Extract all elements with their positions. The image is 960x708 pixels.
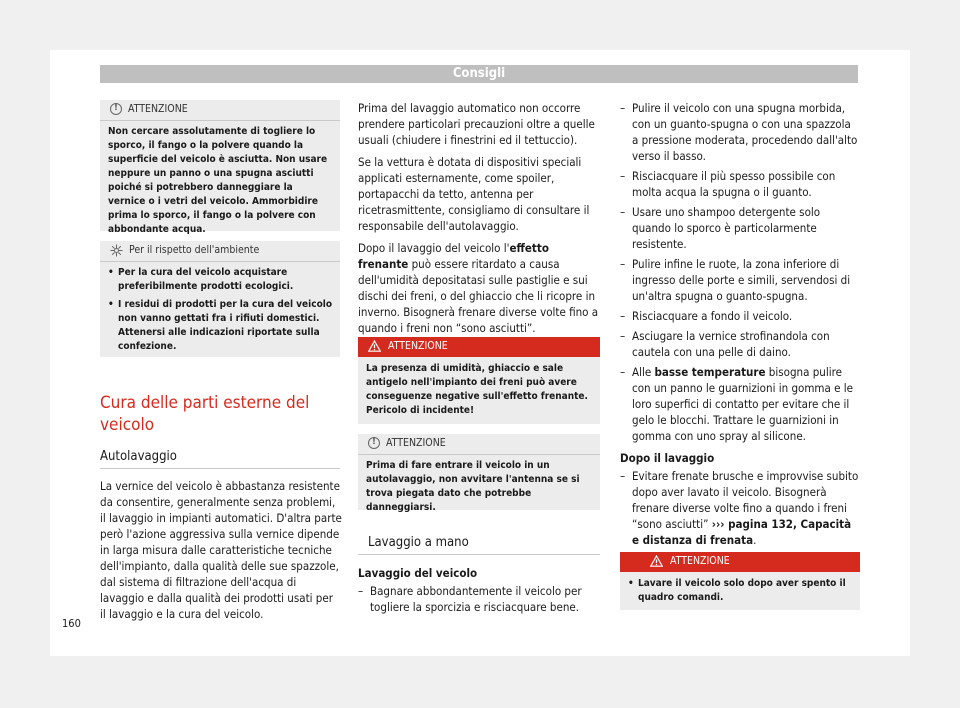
warning-text bbox=[628, 577, 852, 609]
warning-box bbox=[100, 100, 340, 235]
info-icon: ! bbox=[110, 103, 122, 115]
paragraph: Se la vettura è dotata di dispositivi speciali applicati esternamente, come spoiler, portapacchi da tetto, antenna per ricetrasmittente, consigliamo di consultare il responsabile dell'autolavaggio. bbox=[358, 155, 590, 233]
page-number: 160 bbox=[62, 617, 81, 630]
warning-header bbox=[358, 337, 600, 357]
divider bbox=[358, 554, 600, 555]
warning-box-antenna bbox=[358, 434, 600, 513]
environment-list bbox=[108, 266, 332, 358]
list-item: – Pulire infine le ruote, la zona inferiore di ingresso delle porte e simili, servendosi di un'altra spugna o guanto-spugna. bbox=[620, 257, 851, 303]
section-title: Cura delle parti esterne del veicolo bbox=[100, 393, 310, 435]
page-header: Consigli bbox=[100, 65, 858, 83]
warning-triangle-icon bbox=[368, 340, 381, 352]
column-3-steps bbox=[620, 100, 860, 553]
environment-box bbox=[100, 241, 340, 357]
list-item: • Lavare il veicolo solo dopo aver spento il quadro comandi. bbox=[628, 578, 846, 603]
steps-title: Lavaggio del veicolo bbox=[358, 566, 478, 580]
list-item: • I residui di prodotti per la cura del veicolo non vanno gettati fra i rifiuti domestici. Attenersi alle indicazioni riportate sulla confezione. bbox=[108, 299, 333, 352]
list-item: – Risciacquare il più spesso possibile con molta acqua la spugna o il guanto. bbox=[620, 169, 836, 199]
cross-reference-link[interactable]: ››› pagina 132, Capacità e distanza di frenata bbox=[632, 517, 852, 547]
environment-header bbox=[100, 241, 340, 262]
warning-label: ATTENZIONE bbox=[128, 103, 188, 115]
warning-text: Non cercare assolutamente di togliere lo sporco, il fango o la polvere quando la superficie del veicolo è asciutta. Non usare neppure un panno o una spugna asciutti poiché si potrebbero danneggiare la vernice o i vetri del veicolo. Ammorbidire prima lo sporco, il fango o la polvere con abbondante acqua. bbox=[108, 126, 328, 235]
warning-header bbox=[358, 434, 600, 455]
warning-box-brakes bbox=[358, 337, 600, 424]
list-item: – Pulire il veicolo con una spugna morbida, con un guanto-spugna o con una spazzola a pressione moderata, procedendo dall'alto verso il basso. bbox=[620, 101, 858, 163]
warning-label: ATTENZIONE bbox=[388, 340, 448, 352]
warning-label: ATTENZIONE bbox=[670, 555, 730, 567]
lavaggio-steps bbox=[358, 565, 602, 620]
paragraph: Prima del lavaggio automatico non occorre prendere particolari precauzioni oltre a quelle usuali (chiudere i finestrini ed il tettuccio). bbox=[358, 101, 595, 147]
warning-box-quadro bbox=[620, 552, 860, 610]
subsection-title-lavaggio-mano: Lavaggio a mano bbox=[368, 535, 469, 550]
list-item: – Evitare frenate brusche e improvvise subito dopo aver lavato il veicolo. Bisognerà frenare diverse volte fino a quando i freni “sono asciutti” ››› pagina 132, Capacità e distanza di frenata. bbox=[620, 469, 859, 547]
divider bbox=[100, 468, 340, 469]
environment-label: Per il rispetto dell'ambiente bbox=[129, 244, 260, 256]
list-item: – Asciugare la vernice strofinandola con cautela con una pelle di daino. bbox=[620, 329, 830, 359]
list-item: – Usare uno shampoo detergente solo quando lo sporco è particolarmente resistente. bbox=[620, 205, 821, 251]
warning-text: Prima di fare entrare il veicolo in un autolavaggio, non avvitare l'antenna se si trova piegata dato che potrebbe danneggiarsi. bbox=[366, 460, 580, 513]
column-2-text bbox=[358, 100, 602, 336]
list-item: – Alle basse temperature bisogna pulire con un panno le guarnizioni in gomma e le loro superfici di contatto per evitare che il gelo le blocchi. Trattare le guarnizioni in gomma con uno spray al silicone. bbox=[620, 365, 854, 443]
leaf-icon bbox=[110, 244, 123, 257]
list-item: – Bagnare abbondantemente il veicolo per togliere la sporcizia e risciacquare bene. bbox=[358, 584, 582, 614]
subsection-title-autolavaggio: Autolavaggio bbox=[100, 449, 177, 464]
warning-header bbox=[100, 100, 340, 121]
warning-text: La presenza di umidità, ghiaccio e sale antigelo nell'impianto dei freni può avere conseguenze negative sull'effetto frenante. Pericolo di incidente! bbox=[366, 363, 588, 416]
list-item: • Per la cura del veicolo acquistare preferibilmente prodotti ecologici. bbox=[108, 267, 294, 292]
list-item: – Risciacquare a fondo il veicolo. bbox=[620, 309, 793, 323]
paragraph-autolavaggio: La vernice del veicolo è abbastanza resistente da consentire, generalmente senza problemi, il lavaggio in impianti automatici. D'altra parte però l'azione aggressiva sulla vernice dipende in larga misura dalle caratteristiche tecniche dell'impianto, dalla qualità delle sue spazzole, dal sistema di filtrazione dell'acqua di lavaggio e dalla qualità dei prodotti usati per il lavaggio e la cura del veicolo. bbox=[100, 479, 342, 621]
paragraph: Dopo il lavaggio del veicolo l'effetto frenante può essere ritardato a causa dell'umidità depositatasi sulle pastiglie e sui dischi dei freni, o del ghiaccio che li ricopre in inverno. Bisognerà frenare diverse volte fino a quando i freni non “sono asciutti”. bbox=[358, 241, 599, 335]
warning-triangle-icon bbox=[650, 555, 663, 567]
warning-label: ATTENZIONE bbox=[386, 437, 446, 449]
info-icon: ! bbox=[368, 437, 380, 449]
after-wash-title: Dopo il lavaggio bbox=[620, 451, 715, 465]
warning-header bbox=[620, 552, 860, 572]
